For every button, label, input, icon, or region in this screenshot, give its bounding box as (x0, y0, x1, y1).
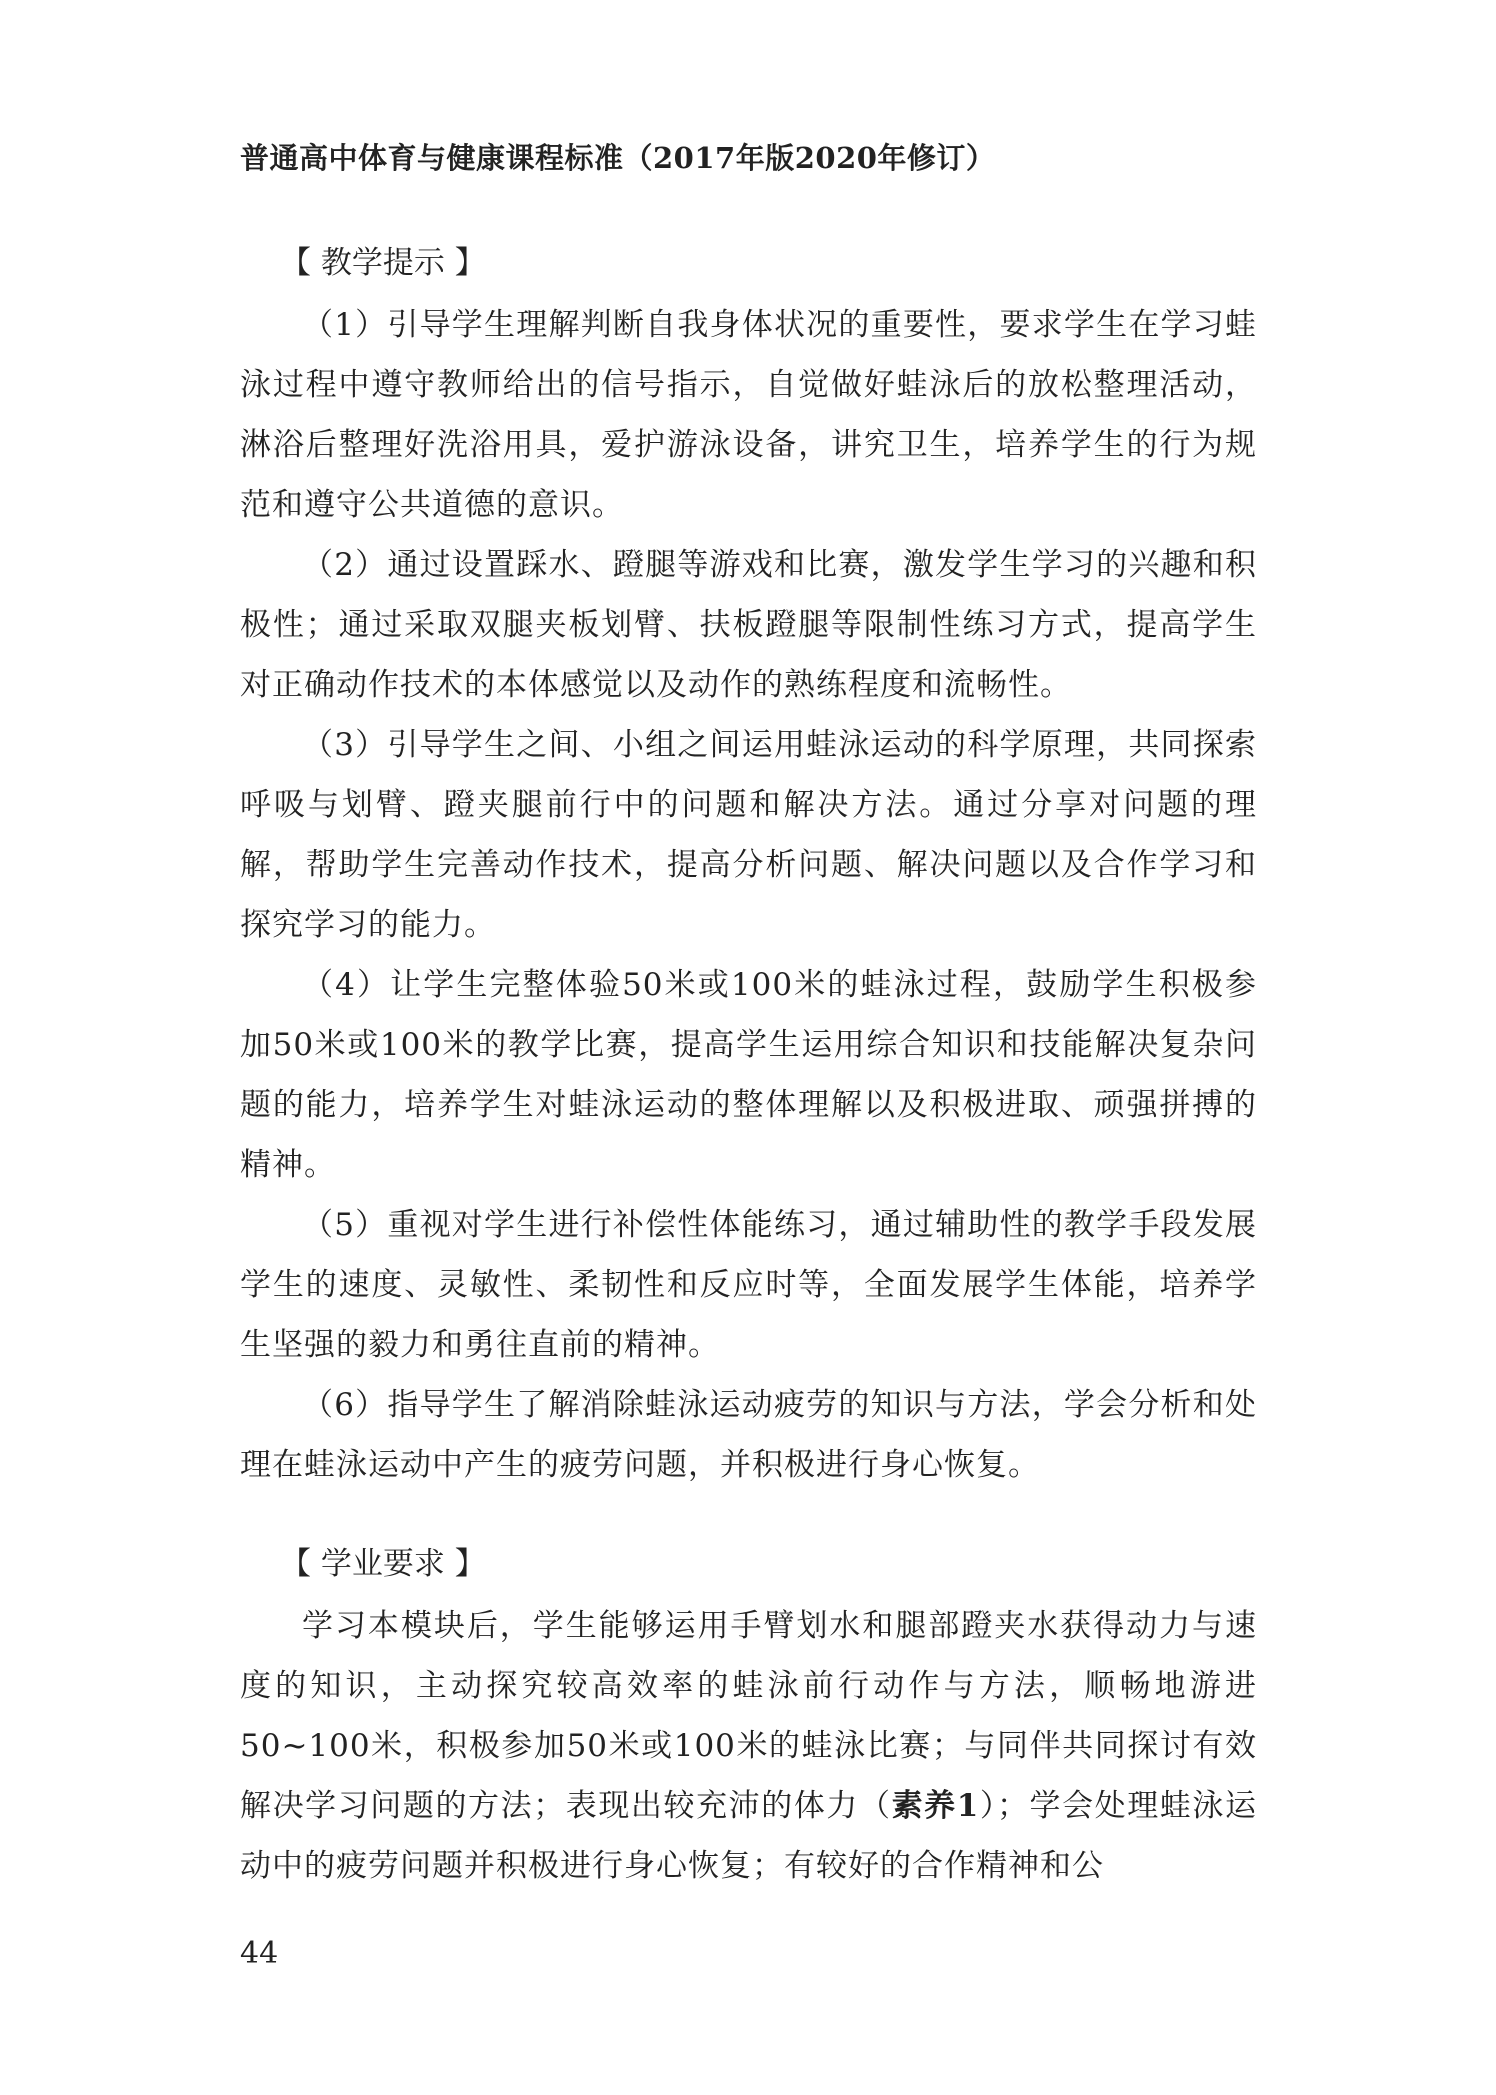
tip-paragraph: （4）让学生完整体验50米或100米的蛙泳过程，鼓励学生积极参加50米或100米的教学比赛，提高学生运用综合知识和技能解决复杂问题的能力，培养学生对蛙泳运动的整体理解以及积极进取、顽强拼搏的精神。 (240, 967, 1257, 1183)
tip-paragraph: （1）引导学生理解判断自我身体状况的重要性，要求学生在学习蛙泳过程中遵守教师给出的信号指示，自觉做好蛙泳后的放松整理活动，淋浴后整理好洗浴用具，爱护游泳设备，讲究卫生，培养学生的行为规范和遵守公共道德的意识。 (240, 307, 1257, 523)
tip-paragraph: （2）通过设置踩水、蹬腿等游戏和比赛，激发学生学习的兴趣和积极性；通过采取双腿夹板划臂、扶板蹬腿等限制性练习方式，提高学生对正确动作技术的本体感觉以及动作的熟练程度和流畅性。 (240, 547, 1257, 703)
academic-requirements-heading: 【 学业要求 】 (280, 1546, 486, 1582)
tip-paragraph: （5）重视对学生进行补偿性体能练习，通过辅助性的教学手段发展学生的速度、灵敏性、柔韧性和反应时等，全面发展学生体能，培养学生坚强的毅力和勇往直前的精神。 (240, 1207, 1257, 1363)
competency-reference: 素养1 (891, 1788, 980, 1824)
page-number: 44 (240, 1936, 279, 1971)
academic-requirements-section (240, 1537, 1257, 1896)
running-header: 普通高中体育与健康课程标准（2017年版2020年修订） (240, 141, 996, 175)
teaching-tips-heading: 【 教学提示 】 (280, 245, 486, 281)
requirements-text-part-2: ）；学会处理蛙泳运动中的疲劳问题并积极进行身心恢复；有较好的合作精神和公 (240, 1788, 1257, 1884)
tip-paragraph: （6）指导学生了解消除蛙泳运动疲劳的知识与方法，学会分析和处理在蛙泳运动中产生的疲劳问题，并积极进行身心恢复。 (240, 1387, 1257, 1483)
requirements-paragraph (240, 1596, 1257, 1896)
tip-paragraph: （3）引导学生之间、小组之间运用蛙泳运动的科学原理，共同探索呼吸与划臂、蹬夹腿前行中的问题和解决方法。通过分享对问题的理解，帮助学生完善动作技术，提高分析问题、解决问题以及合作学习和探究学习的能力。 (240, 727, 1257, 943)
teaching-tips-section (240, 236, 1257, 1495)
requirements-text-part-1: 学习本模块后，学生能够运用手臂划水和腿部蹬夹水获得动力与速度的知识，主动探究较高效率的蛙泳前行动作与方法，顺畅地游进50~100米，积极参加50米或100米的蛙泳比赛；与同伴共同探讨有效解决学习问题的方法；表现出较充沛的体力（ (240, 1608, 1257, 1824)
